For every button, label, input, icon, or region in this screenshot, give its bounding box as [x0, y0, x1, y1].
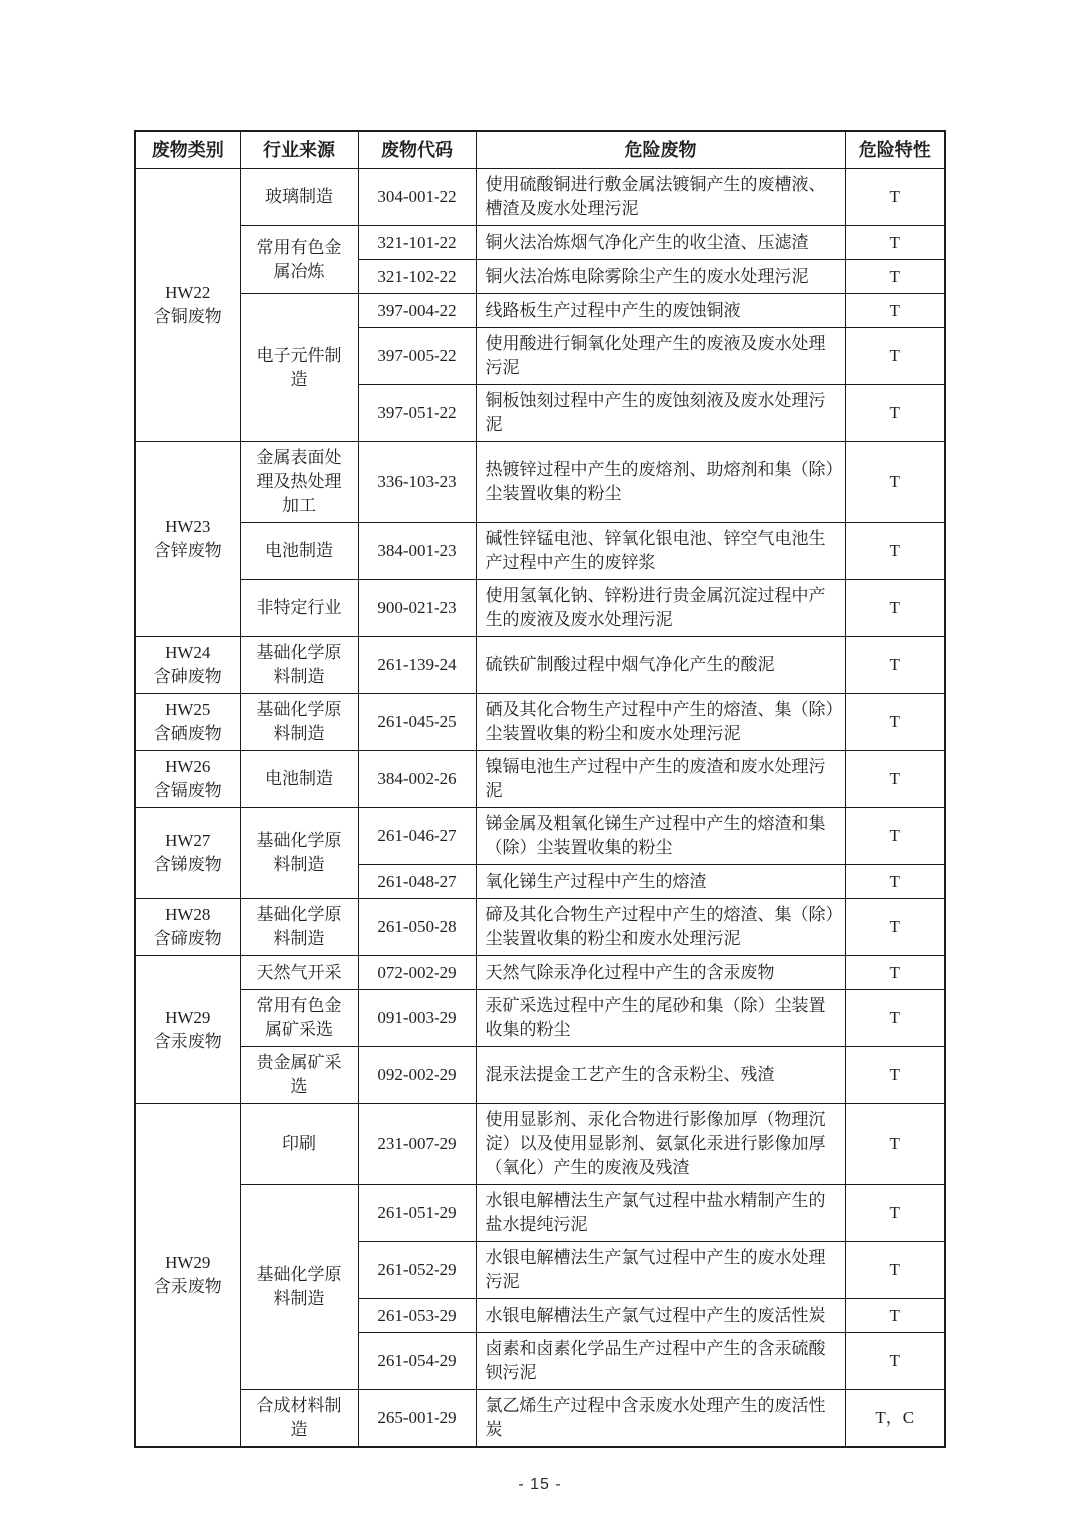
waste-code-cell: 265-001-29 [358, 1390, 476, 1448]
hazardous-waste-description-cell: 铜火法冶炼烟气净化产生的收尘渣、压滤渣 [476, 226, 845, 260]
header-cell: 废物类别 [135, 131, 240, 169]
hazardous-waste-description-cell: 热镀锌过程中产生的废熔剂、助熔剂和集（除）尘装置收集的粉尘 [476, 442, 845, 523]
table-row [135, 751, 945, 808]
hazardous-waste-description-cell: 水银电解槽法生产氯气过程中产生的废活性炭 [476, 1299, 845, 1333]
waste-code-cell: 261-052-29 [358, 1242, 476, 1299]
waste-code-cell: 261-051-29 [358, 1185, 476, 1242]
category-cell [135, 442, 240, 637]
hazardous-waste-description-cell: 汞矿采选过程中产生的尾砂和集（除）尘装置收集的粉尘 [476, 990, 845, 1047]
hazardous-waste-description-cell: 氧化锑生产过程中产生的熔渣 [476, 865, 845, 899]
category-cell [135, 637, 240, 694]
industry-source-cell: 贵金属矿采选 [240, 1047, 358, 1104]
industry-source-cell: 基础化学原料制造 [240, 637, 358, 694]
industry-source-cell: 印刷 [240, 1104, 358, 1185]
hazardous-waste-description-cell: 使用硫酸铜进行敷金属法镀铜产生的废槽液、槽渣及废水处理污泥 [476, 169, 845, 226]
hazard-characteristic-cell: T [845, 442, 945, 523]
table-row [135, 442, 945, 523]
waste-code-cell: 321-102-22 [358, 260, 476, 294]
table-row [135, 956, 945, 990]
waste-code-cell: 072-002-29 [358, 956, 476, 990]
waste-code-cell: 261-046-27 [358, 808, 476, 865]
industry-source-cell: 玻璃制造 [240, 169, 358, 226]
hazardous-waste-description-cell: 天然气除汞净化过程中产生的含汞废物 [476, 956, 845, 990]
table-row [135, 169, 945, 226]
industry-source-cell: 合成材料制造 [240, 1390, 358, 1448]
hazard-characteristic-cell: T [845, 1047, 945, 1104]
hazardous-waste-description-cell: 硒及其化合物生产过程中产生的熔渣、集（除）尘装置收集的粉尘和废水处理污泥 [476, 694, 845, 751]
table-row [135, 990, 945, 1047]
page-number: - 15 - [518, 1476, 562, 1493]
category-cell [135, 899, 240, 956]
industry-source-cell: 基础化学原料制造 [240, 1185, 358, 1390]
hazardous-waste-description-cell: 硫铁矿制酸过程中烟气净化产生的酸泥 [476, 637, 845, 694]
hazardous-waste-description-cell: 氯乙烯生产过程中含汞废水处理产生的废活性炭 [476, 1390, 845, 1448]
hazardous-waste-description-cell: 铜火法冶炼电除雾除尘产生的废水处理污泥 [476, 260, 845, 294]
waste-code-cell: 397-005-22 [358, 328, 476, 385]
industry-source-cell: 金属表面处理及热处理加工 [240, 442, 358, 523]
table-row [135, 899, 945, 956]
category-cell [135, 1104, 240, 1448]
table-row [135, 523, 945, 580]
table-row [135, 1390, 945, 1448]
table-row [135, 808, 945, 865]
category-code: HW26 [165, 757, 211, 776]
category-name: 含汞废物 [153, 1277, 222, 1296]
category-name: 含镉废物 [153, 781, 222, 800]
hazard-characteristic-cell: T [845, 260, 945, 294]
waste-code-cell: 261-053-29 [358, 1299, 476, 1333]
hazardous-waste-description-cell: 线路板生产过程中产生的废蚀铜液 [476, 294, 845, 328]
hazardous-waste-description-cell: 镍镉电池生产过程中产生的废渣和废水处理污泥 [476, 751, 845, 808]
hazard-characteristic-cell: T [845, 294, 945, 328]
category-code: HW29 [165, 1253, 211, 1272]
hazard-characteristic-cell: T [845, 328, 945, 385]
hazard-characteristic-cell: T [845, 226, 945, 260]
waste-code-cell: 261-054-29 [358, 1333, 476, 1390]
waste-code-cell: 900-021-23 [358, 580, 476, 637]
category-name: 含碲废物 [153, 929, 222, 948]
industry-source-cell: 电子元件制造 [240, 294, 358, 442]
table-row [135, 294, 945, 328]
hazard-characteristic-cell: T [845, 751, 945, 808]
table-row [135, 1185, 945, 1242]
waste-code-cell: 321-101-22 [358, 226, 476, 260]
waste-code-cell: 397-004-22 [358, 294, 476, 328]
hazardous-waste-description-cell: 锑金属及粗氧化锑生产过程中产生的熔渣和集（除）尘装置收集的粉尘 [476, 808, 845, 865]
hazardous-waste-description-cell: 使用酸进行铜氧化处理产生的废液及废水处理污泥 [476, 328, 845, 385]
header-cell: 危险废物 [476, 131, 845, 169]
hazardous-waste-description-cell: 碲及其化合物生产过程中产生的熔渣、集（除）尘装置收集的粉尘和废水处理污泥 [476, 899, 845, 956]
category-code: HW27 [165, 831, 211, 850]
category-name: 含锑废物 [153, 855, 222, 874]
waste-code-cell: 261-139-24 [358, 637, 476, 694]
industry-source-cell: 电池制造 [240, 523, 358, 580]
waste-code-cell: 384-001-23 [358, 523, 476, 580]
industry-source-cell: 基础化学原料制造 [240, 694, 358, 751]
category-code: HW25 [165, 700, 211, 719]
hazard-characteristic-cell: T [845, 808, 945, 865]
hazard-characteristic-cell: T [845, 1104, 945, 1185]
category-code: HW28 [165, 905, 211, 924]
hazardous-waste-description-cell: 使用显影剂、汞化合物进行影像加厚（物理沉淀）以及使用显影剂、氨氯化汞进行影像加厚（氧化）产生的废液及残渣 [476, 1104, 845, 1185]
table-row [135, 694, 945, 751]
header-cell: 危险特性 [845, 131, 945, 169]
table-row [135, 226, 945, 260]
hazard-characteristic-cell: T [845, 1242, 945, 1299]
industry-source-cell: 天然气开采 [240, 956, 358, 990]
hazardous-waste-description-cell: 使用氢氧化钠、锌粉进行贵金属沉淀过程中产生的废液及废水处理污泥 [476, 580, 845, 637]
waste-code-cell: 231-007-29 [358, 1104, 476, 1185]
category-code: HW29 [165, 1007, 211, 1027]
hazard-characteristic-cell: T [845, 1333, 945, 1390]
hazard-characteristic-cell: T [845, 580, 945, 637]
hazardous-waste-description-cell: 水银电解槽法生产氯气过程中盐水精制产生的盐水提纯污泥 [476, 1185, 845, 1242]
category-name: 含铜废物 [153, 307, 222, 326]
category-cell [135, 169, 240, 442]
table-row [135, 1104, 945, 1185]
table-row [135, 580, 945, 637]
industry-source-cell: 基础化学原料制造 [240, 899, 358, 956]
waste-code-cell: 261-050-28 [358, 899, 476, 956]
industry-source-cell: 电池制造 [240, 751, 358, 808]
category-cell [135, 808, 240, 899]
category-name: 含硒废物 [153, 724, 222, 743]
hazard-characteristic-cell: T，C [845, 1390, 945, 1448]
waste-code-cell: 261-048-27 [358, 865, 476, 899]
industry-source-cell: 基础化学原料制造 [240, 808, 358, 899]
waste-code-cell: 261-045-25 [358, 694, 476, 751]
category-cell [135, 751, 240, 808]
header-cell: 废物代码 [358, 131, 476, 169]
hazard-characteristic-cell: T [845, 694, 945, 751]
industry-source-cell: 非特定行业 [240, 580, 358, 637]
hazard-characteristic-cell: T [845, 990, 945, 1047]
table-row [135, 637, 945, 694]
waste-code-cell: 397-051-22 [358, 385, 476, 442]
waste-code-cell: 091-003-29 [358, 990, 476, 1047]
industry-source-cell: 常用有色金属冶炼 [240, 226, 358, 294]
header-cell: 行业来源 [240, 131, 358, 169]
waste-code-cell: 304-001-22 [358, 169, 476, 226]
waste-code-cell: 336-103-23 [358, 442, 476, 523]
hazard-characteristic-cell: T [845, 169, 945, 226]
table-header-row [135, 131, 945, 169]
industry-source-cell: 常用有色金属矿采选 [240, 990, 358, 1047]
category-name: 含砷废物 [153, 667, 222, 686]
waste-code-cell: 384-002-26 [358, 751, 476, 808]
hazardous-waste-description-cell: 水银电解槽法生产氯气过程中产生的废水处理污泥 [476, 1242, 845, 1299]
hazard-characteristic-cell: T [845, 899, 945, 956]
hazardous-waste-description-cell: 混汞法提金工艺产生的含汞粉尘、残渣 [476, 1047, 845, 1104]
hazardous-waste-description-cell: 碱性锌锰电池、锌氧化银电池、锌空气电池生产过程中产生的废锌浆 [476, 523, 845, 580]
waste-code-cell: 092-002-29 [358, 1047, 476, 1104]
category-code: HW23 [165, 517, 211, 536]
hazardous-waste-description-cell: 卤素和卤素化学品生产过程中产生的含汞硫酸钡污泥 [476, 1333, 845, 1390]
hazardous-waste-description-cell: 铜板蚀刻过程中产生的废蚀刻液及废水处理污泥 [476, 385, 845, 442]
hazard-characteristic-cell: T [845, 523, 945, 580]
category-name: 含锌废物 [153, 541, 222, 560]
hazard-characteristic-cell: T [845, 385, 945, 442]
hazard-characteristic-cell: T [845, 637, 945, 694]
category-name: 含汞废物 [153, 1031, 222, 1051]
category-code: HW22 [165, 283, 211, 302]
catalog-table [134, 130, 946, 1448]
hazard-characteristic-cell: T [845, 1185, 945, 1242]
category-cell [135, 694, 240, 751]
table-row [135, 1047, 945, 1104]
category-cell [135, 956, 240, 1104]
hazard-characteristic-cell: T [845, 956, 945, 990]
hazard-characteristic-cell: T [845, 1299, 945, 1333]
category-code: HW24 [165, 643, 211, 662]
hazard-characteristic-cell: T [845, 865, 945, 899]
